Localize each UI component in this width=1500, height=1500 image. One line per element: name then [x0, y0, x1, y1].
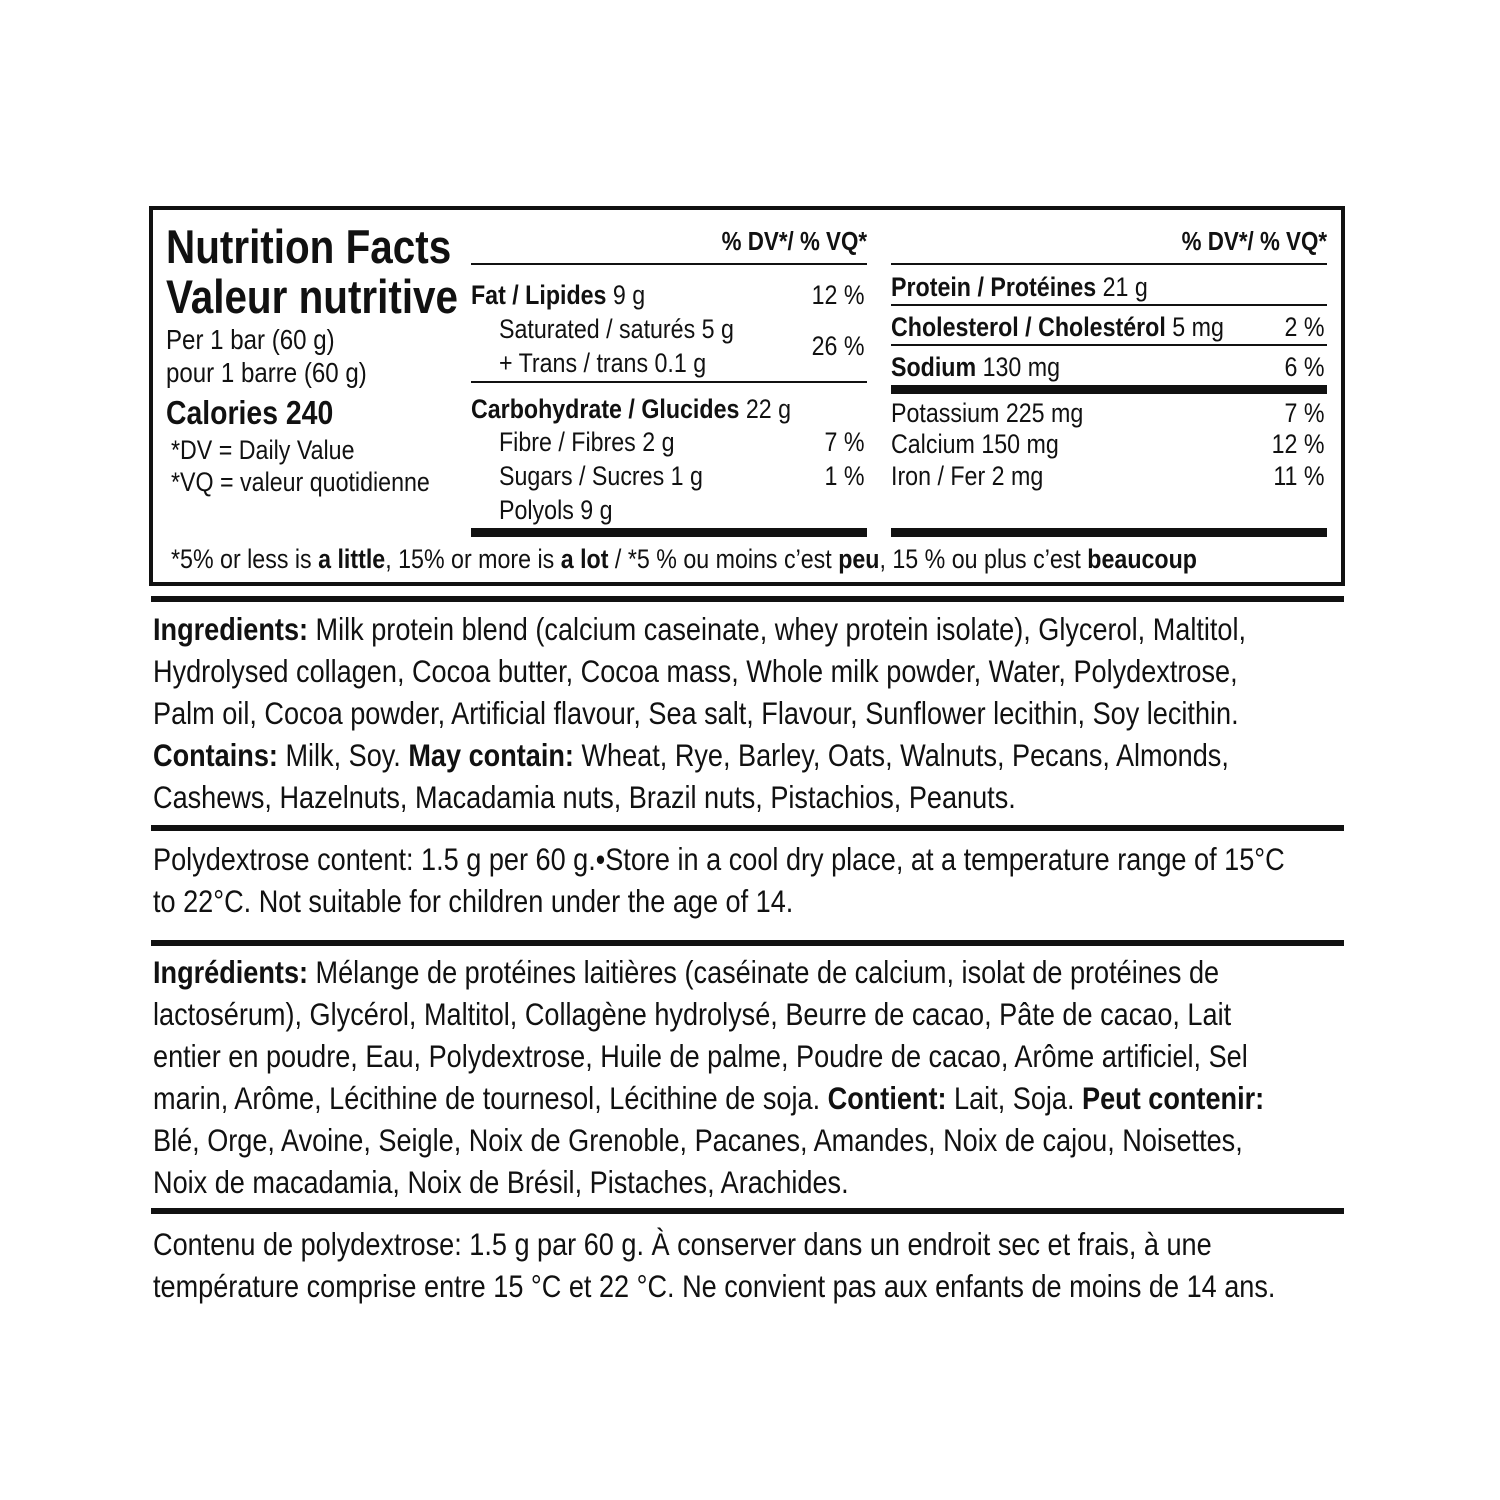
- sodium-pct: 6 %: [1284, 352, 1325, 382]
- fibre-pct: 7 %: [824, 427, 865, 457]
- nutrition-title-en: Nutrition Facts: [166, 220, 452, 273]
- cholesterol-row: Cholesterol / Cholestérol 5 mg: [891, 312, 1224, 342]
- cholesterol-pct: 2 %: [1284, 312, 1325, 342]
- storage-en: Polydextrose content: 1.5 g per 60 g.•Store in a cool dry place, at a temperature range of 15°C to 22°C. Not suitable for children under the age of 14.: [153, 841, 1285, 919]
- nutrition-facts-table: [149, 206, 1345, 586]
- dv-header-right: % DV*/ % VQ*: [1181, 226, 1327, 256]
- sugars-pct: 1 %: [824, 461, 865, 491]
- fat-pct: 12 %: [812, 280, 865, 310]
- divider: [891, 344, 1327, 346]
- protein-row: Protein / Protéines 21 g: [891, 272, 1148, 302]
- dv-header-middle: % DV*/ % VQ*: [721, 226, 867, 256]
- serving-size-fr: pour 1 barre (60 g): [166, 357, 367, 388]
- storage-fr: Contenu de polydextrose: 1.5 g par 60 g. À conserver dans un endroit sec et frais, à une température comprise entre 15 °C et 22 °C. Ne convient pas aux enfants de moins de 14 ans.: [153, 1226, 1276, 1304]
- potassium-pct: 7 %: [1284, 398, 1325, 428]
- thick-divider: [471, 528, 867, 537]
- iron-row: Iron / Fer 2 mg: [891, 461, 1044, 491]
- divider: [471, 263, 867, 265]
- saturated-row: Saturated / saturés 5 g: [499, 314, 734, 344]
- divider: [471, 381, 867, 383]
- trans-row: + Trans / trans 0.1 g: [499, 348, 707, 378]
- polyols-row: Polyols 9 g: [499, 495, 613, 525]
- thick-divider: [891, 385, 1327, 394]
- thick-divider: [891, 528, 1327, 537]
- section-rule: [151, 825, 1344, 831]
- serving-size-en: Per 1 bar (60 g): [166, 324, 335, 355]
- divider: [891, 304, 1327, 306]
- sat-trans-pct: 26 %: [812, 331, 865, 361]
- calories: Calories 240: [166, 394, 334, 431]
- dv-footnote: *5% or less is a little, 15% or more is a lot / *5 % ou moins c’est peu, 15 % ou plus c’est beaucoup: [171, 544, 1197, 574]
- section-rule: [151, 940, 1344, 946]
- vq-note: *VQ = valeur quotidienne: [171, 467, 430, 497]
- carbohydrate-row: Carbohydrate / Glucides 22 g: [471, 394, 792, 424]
- calcium-pct: 12 %: [1272, 429, 1325, 459]
- potassium-row: Potassium 225 mg: [891, 398, 1084, 428]
- sodium-row: Sodium 130 mg: [891, 352, 1061, 382]
- fibre-row: Fibre / Fibres 2 g: [499, 427, 675, 457]
- divider: [891, 263, 1327, 265]
- fat-row: Fat / Lipides 9 g: [471, 280, 646, 310]
- section-rule: [151, 1208, 1344, 1214]
- sugars-row: Sugars / Sucres 1 g: [499, 461, 703, 491]
- calcium-row: Calcium 150 mg: [891, 429, 1059, 459]
- nutrition-title-fr: Valeur nutritive: [166, 270, 459, 323]
- ingredients-fr: Ingrédients: Mélange de protéines laitières (caséinate de calcium, isolat de protéines de lactosérum), Glycérol, Maltitol, Collagène hydrolysé, Beurre de cacao, Pâte de cacao, Lait entier en poudre, Eau, Polydextrose, Huile de palme, Poudre de cacao, Arôme artificiel, Sel marin, Arôme, Lécithine de tournesol, Lécithine de soja. Contient: Lait, Soja. Peut contenir: Blé, Orge, Avoine, Seigle, Noix de Grenoble, Pacanes, Amandes, Noix de cajou, Noisettes, Noix de macadamia, Noix de Brésil, Pistaches, Arachides.: [153, 954, 1265, 1200]
- iron-pct: 11 %: [1273, 461, 1325, 491]
- dv-note: *DV = Daily Value: [171, 435, 355, 465]
- section-rule: [151, 596, 1344, 602]
- ingredients-en: Ingredients: Milk protein blend (calcium caseinate, whey protein isolate), Glycerol, Maltitol, Hydrolysed collagen, Cocoa butter, Cocoa mass, Whole milk powder, Water, Polydextrose, Palm oil, Cocoa powder, Artificial flavour, Sea salt, Flavour, Sunflower lecithin, Soy lecithin. Contains: Milk, Soy. May contain: Wheat, Rye, Barley, Oats, Walnuts, Pecans, Almonds, Cashews, Hazelnuts, Macadamia nuts, Brazil nuts, Pistachios, Peanuts.: [153, 611, 1247, 815]
